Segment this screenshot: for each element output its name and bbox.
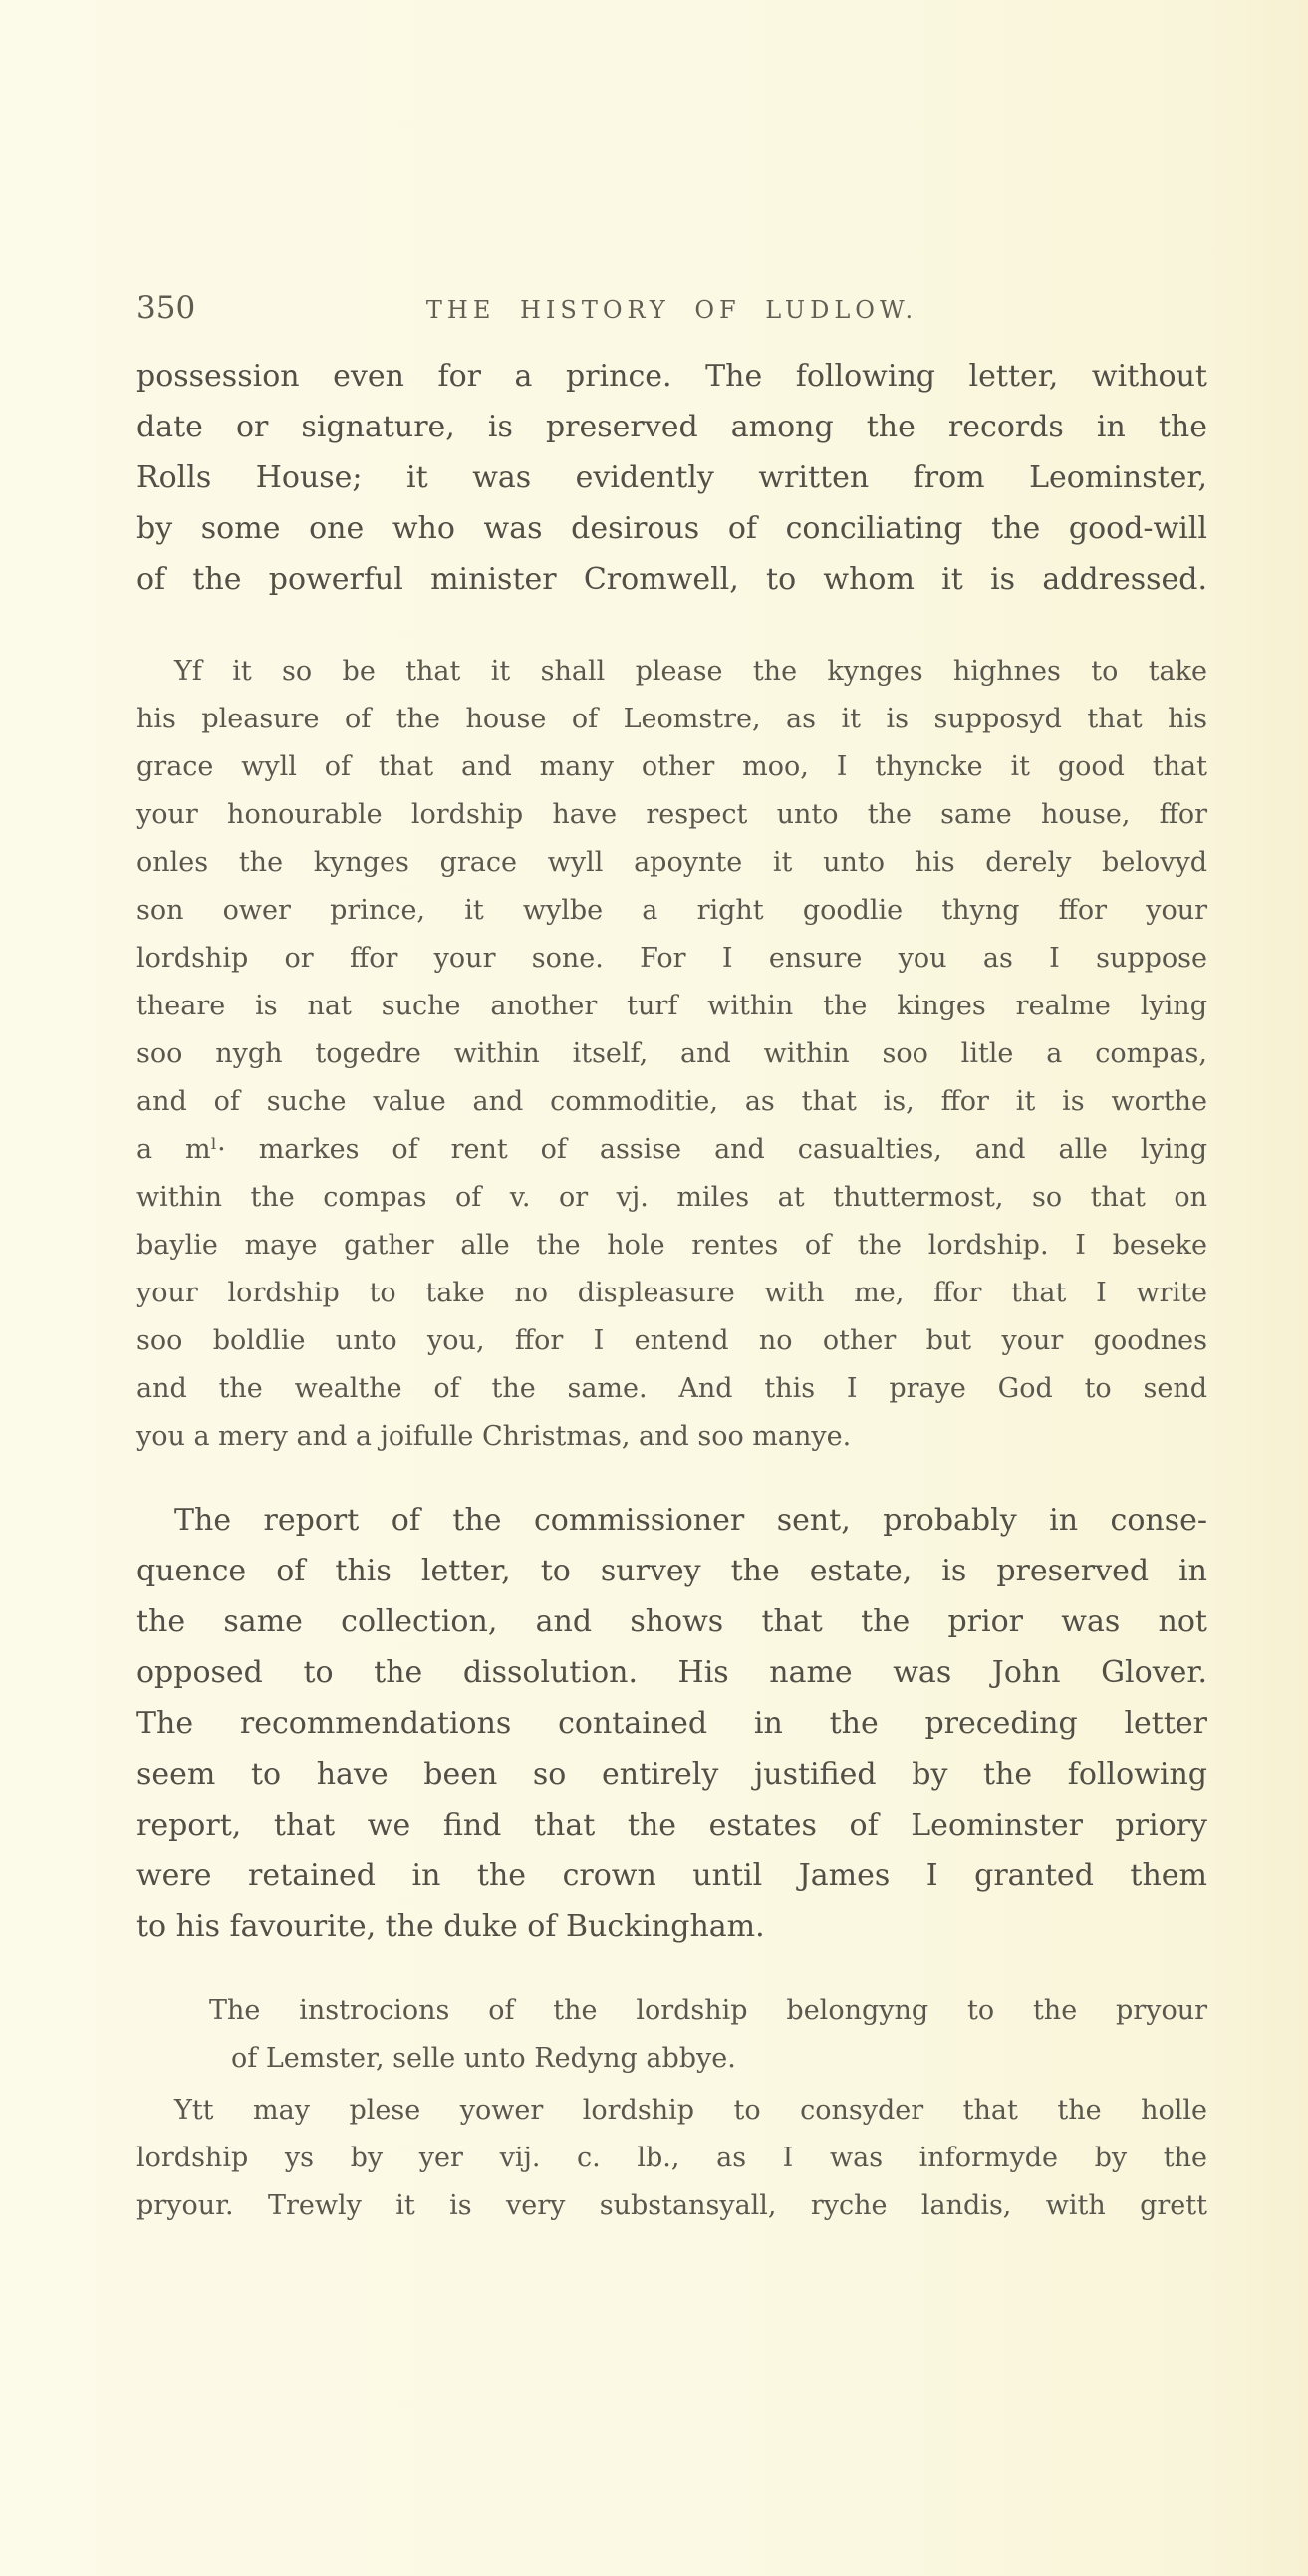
text-line: The recommendations contained in the preceding letter [136, 1706, 1207, 1741]
text-line: by some one who was desirous of conciliating the good-will [136, 511, 1207, 546]
text-line: soo nygh togedre within itself, and within soo litle a compas, [136, 1038, 1207, 1069]
text-line: Rolls House; it was evidently written from Leominster, [136, 460, 1207, 495]
quote-heading-line-1: The instrocions of the lordship belongyng to the pryour [209, 1995, 1207, 2026]
text-line: soo boldlie unto you, ffor I entend no other but your goodnes [136, 1325, 1207, 1356]
quote-body-paragraph [136, 2087, 1207, 2230]
text-line: the same collection, and shows that the prior was not [136, 1604, 1207, 1639]
text-line: report, that we find that the estates of Leominster priory [136, 1808, 1207, 1843]
text-line: son ower prince, it wylbe a right goodlie thyng ffor your [136, 895, 1207, 926]
text-line: and the wealthe of the same. And this I praye God to send [136, 1373, 1207, 1404]
text-line: opposed to the dissolution. His name was John Glover. [136, 1655, 1207, 1690]
text-line: theare is nat suche another turf within the kinges realme lying [136, 991, 1207, 1021]
text-line: seem to have been so entirely justified by the following [136, 1757, 1207, 1792]
text-line: onles the kynges grace wyll apoynte it unto his derely belovyd [136, 847, 1207, 878]
text-line: you a mery and a joifulle Christmas, and soo manye. [136, 1421, 852, 1452]
text-line: of the powerful minister Cromwell, to whom it is addressed. [136, 562, 1207, 597]
letter-paragraph [136, 648, 1207, 1461]
text-line: quence of this letter, to survey the estate, is preserved in [136, 1554, 1207, 1588]
text-line: your honourable lordship have respect unto the same house, ffor [136, 799, 1207, 830]
text-line: possession even for a prince. The following letter, without [136, 359, 1207, 394]
text-line: pryour. Trewly it is very substansyall, ryche landis, with grett [136, 2190, 1207, 2221]
report-paragraph [136, 1495, 1207, 1952]
text-line: grace wyll of that and many other moo, I thyncke it good that [136, 751, 1207, 782]
text-line: lordship ys by yer vij. c. lb., as I was informyde by the [136, 2143, 1207, 2173]
text-line: were retained in the crown until James I granted them [136, 1859, 1207, 1893]
page-number: 350 [136, 290, 196, 326]
text-line: within the compas of v. or vj. miles at thuttermost, so that on [136, 1182, 1207, 1213]
text-line: The report of the commissioner sent, probably in conse- [174, 1503, 1207, 1538]
intro-paragraph [136, 351, 1207, 605]
text-line: your lordship to take no displeasure with me, ffor that I write [136, 1278, 1207, 1308]
text-line: date or signature, is preserved among the records in the [136, 410, 1207, 444]
text-line: lordship or ffor your sone. For I ensure you as I suppose [136, 943, 1207, 974]
running-title: THE HISTORY OF LUDLOW. [425, 296, 918, 324]
text-line: baylie maye gather alle the hole rentes of the lordship. I beseke [136, 1230, 1207, 1261]
text-line: Ytt may plese yower lordship to consyder that the holle [174, 2095, 1207, 2126]
text-line: to his favourite, the duke of Buckingham. [136, 1909, 765, 1944]
text-line: and of suche value and commoditie, as that is, ffor it is worthe [136, 1086, 1207, 1117]
text-line: Yf it so be that it shall please the kynges highnes to take [174, 656, 1207, 687]
quote-heading-line-2: of Lemster, selle unto Redyng abbye. [231, 2043, 736, 2074]
text-line: his pleasure of the house of Leomstre, as it is supposyd that his [136, 704, 1207, 734]
text-line: a mˡ· markes of rent of assise and casualties, and alle lying [136, 1134, 1207, 1165]
